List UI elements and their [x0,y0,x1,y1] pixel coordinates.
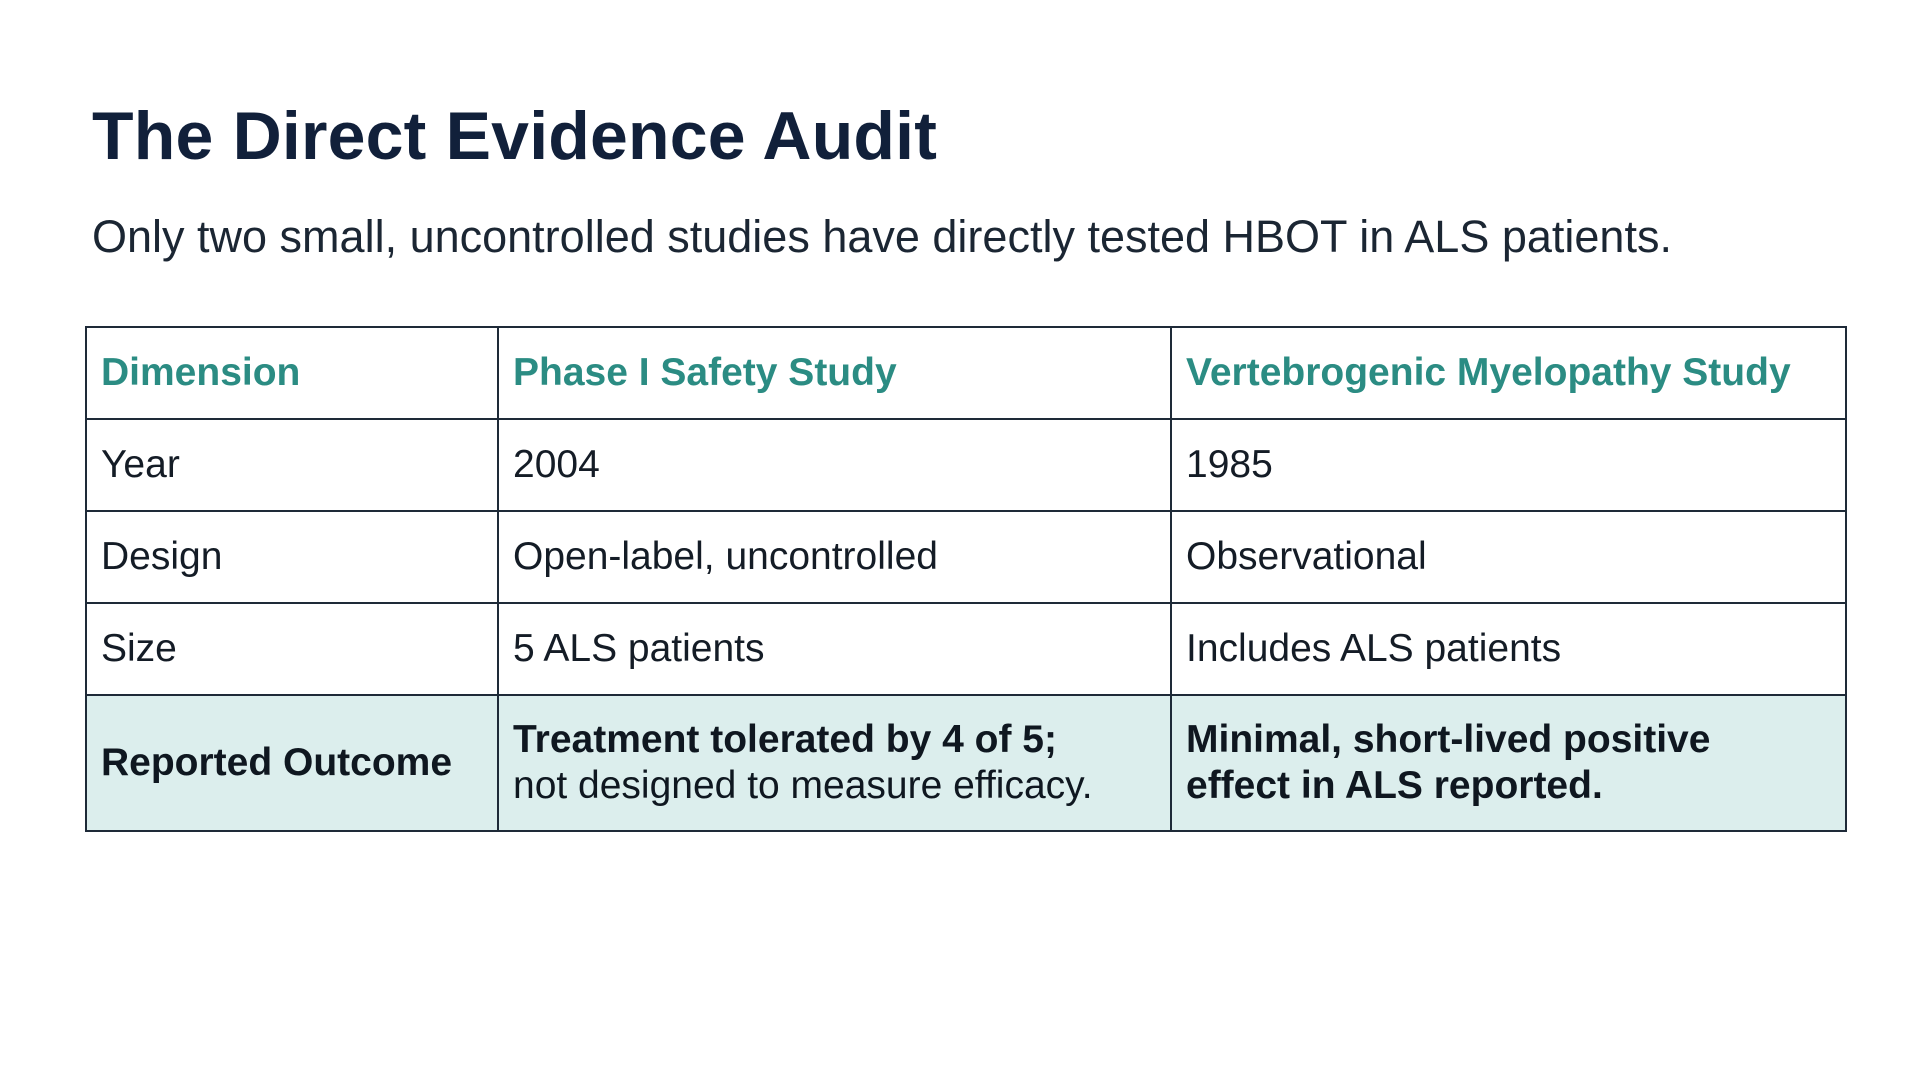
table-row-year [86,419,1846,511]
cell-dimension: Size [86,603,498,695]
table-row-size [86,603,1846,695]
cell-vertebrogenic: Observational [1171,511,1846,603]
table-row-design [86,511,1846,603]
header-dimension: Dimension [86,327,498,419]
cell-phase1: 5 ALS patients [498,603,1171,695]
cell-dimension: Reported Outcome [86,695,498,831]
header-vertebrogenic-study: Vertebrogenic Myelopathy Study [1171,327,1846,419]
vertebrogenic-outcome-line2: effect in ALS reported. [1186,764,1603,807]
header-phase1-study: Phase I Safety Study [498,327,1171,419]
slide-subtitle: Only two small, uncontrolled studies have directly tested HBOT in ALS patients. [92,211,1672,262]
phase1-outcome-bold: Treatment tolerated by 4 of 5; [513,718,1057,761]
cell-phase1-outcome [498,695,1171,831]
cell-dimension: Year [86,419,498,511]
vertebrogenic-outcome-line1: Minimal, short-lived positive [1186,718,1711,761]
cell-vertebrogenic: Includes ALS patients [1171,603,1846,695]
table-row-reported-outcome [86,695,1846,831]
table-header-row [86,327,1846,419]
slide-title: The Direct Evidence Audit [92,98,938,174]
cell-phase1: 2004 [498,419,1171,511]
cell-dimension: Design [86,511,498,603]
cell-phase1: Open-label, uncontrolled [498,511,1171,603]
cell-vertebrogenic: 1985 [1171,419,1846,511]
cell-vertebrogenic-outcome [1171,695,1846,831]
phase1-outcome-plain: not designed to measure efficacy. [513,764,1093,807]
evidence-table [85,326,1847,832]
